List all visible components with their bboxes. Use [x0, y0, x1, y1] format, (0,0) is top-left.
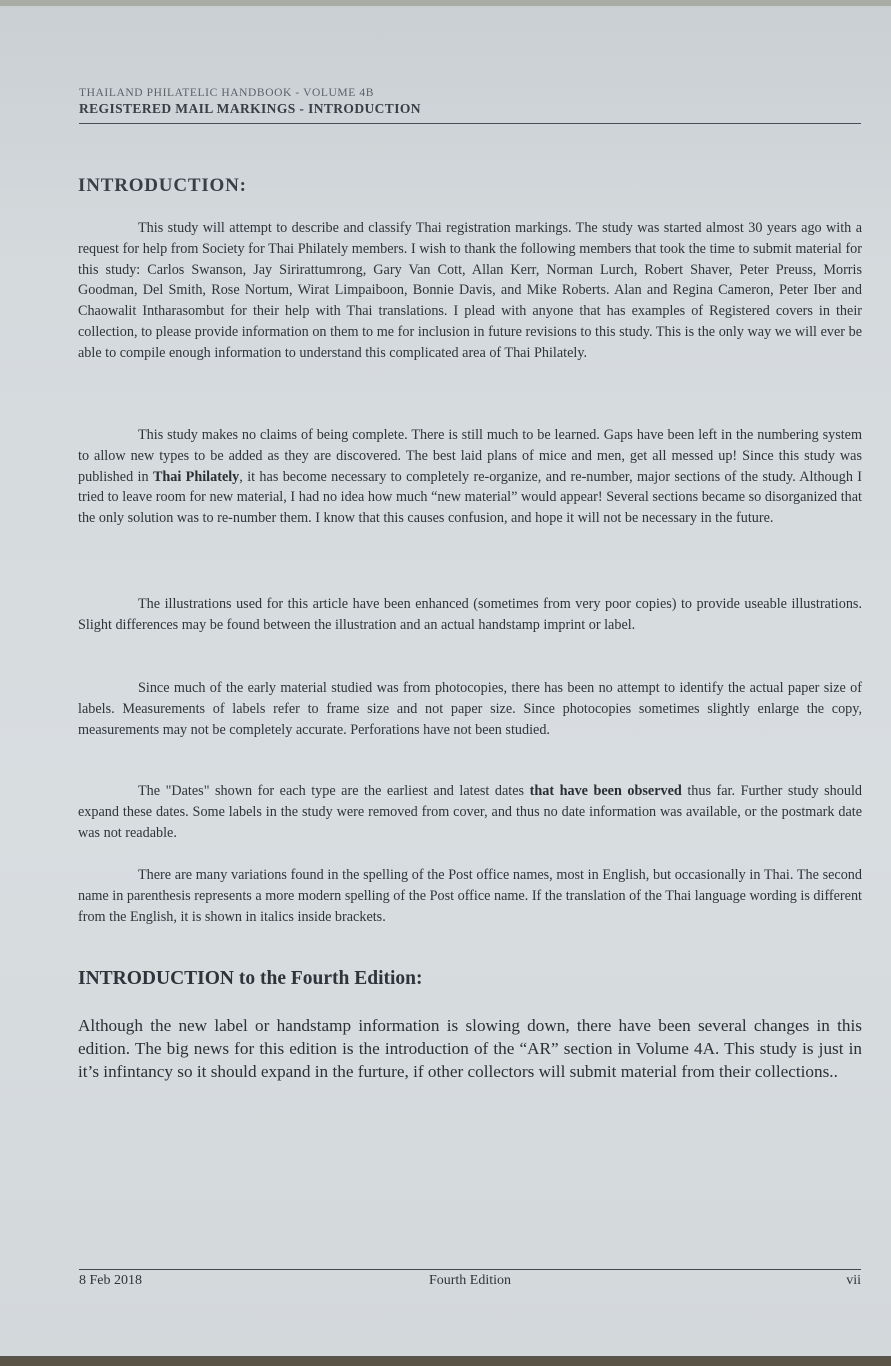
running-header	[79, 86, 861, 117]
header-section-title: REGISTERED MAIL MARKINGS - INTRODUCTION	[79, 101, 421, 116]
fourth-edition-heading: INTRODUCTION to the Fourth Edition:	[78, 968, 423, 989]
footer-page-number: vii	[846, 1273, 861, 1288]
intro-paragraph-1: This study will attempt to describe and classify Thai registration markings. The study was started almost 30 years ago with a request for help from Society for Thai Philately members. I wish to thank the following members that took the time to submit material for this study: Carlos Swanson, Jay Sirirattumrong, Gary Van Cott, Allan Kerr, Norman Lurch, Robert Shaver, Peter Preuss, Morris Goodman, Del Smith, Rose Nortum, Wirat Limpaiboon, Bonnie Davis, and Mike Roberts. Alan and Regina Cameron, Peter Iber and Chaowalit Intharasombut for their help with Thai translations. I plead with anyone that has examples of Registered covers in their collection, to please provide information on them to me for inclusion in future revisions to this study. This is the only way we will ever be able to compile enough information to understand this complicated area of Thai Philately.	[78, 220, 862, 361]
intro-paragraph-5-text-b: thus far. Further study should expand these dates. Some labels in the study were removed from cover, and thus no date information was available, or the postmark date was not readable.	[78, 783, 862, 841]
header-divider	[79, 123, 861, 124]
intro-paragraph-2-text-a: This study makes no claims of being complete. There is still much to be learned. Gaps have been left in the numbering system to allow new types to be added as they are discovered. The best laid plans of mice and men, get all messed up! Since this study was published in	[78, 427, 862, 485]
intro-paragraph-2-text-b: , it has become necessary to completely re-organize, and re-number, major sections of the study. Although I tried to leave room for new material, I had no idea how much “new material” would appear! Several sections became so disorganized that the only solution was to re-number them. I know that this causes confusion, and hope it will not be necessary in the future.	[78, 468, 862, 527]
thai-philately-bold: Thai Philately	[152, 468, 240, 485]
observed-bold: that have been observed	[529, 783, 682, 799]
footer-date: 8 Feb 2018	[79, 1273, 142, 1288]
intro-paragraph-3: The illustrations used for this article have been enhanced (sometimes from very poor copies) to provide useable illustrations. Slight differences may be found between the illustration and an actual handstamp imprint or label.	[78, 596, 862, 633]
page-bottom-edge	[0, 1356, 891, 1366]
intro-paragraph-4: Since much of the early material studied was from photocopies, there has been no attempt to identify the actual paper size of labels. Measurements of labels refer to frame size and not paper size. Since photocopies sometimes slightly enlarge the copy, measurements may not be completely accurate. Perforations have not been studied.	[78, 680, 862, 738]
intro-paragraph-5-text-a: The "Dates" shown for each type are the earliest and latest dates	[138, 783, 530, 799]
intro-paragraph-2	[78, 425, 862, 529]
page-footer	[79, 1273, 861, 1293]
introduction-heading: INTRODUCTION:	[78, 175, 247, 196]
footer-edition: Fourth Edition	[428, 1273, 512, 1288]
intro-paragraph-5	[78, 781, 862, 843]
fourth-edition-paragraph: Although the new label or handstamp information is slowing down, there have been several changes in this edition. The big news for this edition is the introduction of the “AR” section in Volume 4A. This study is just in it’s infintancy so it should expand in the furture, if other collectors will submit material from their collections..	[78, 1016, 862, 1081]
intro-paragraph-6: There are many variations found in the spelling of the Post office names, most in English, but occasionally in Thai. The second name in parenthesis represents a more modern spelling of the Post office name. If the translation of the Thai language wording is different from the English, it is shown in italics inside brackets.	[78, 867, 862, 925]
header-volume-title: THAILAND PHILATELIC HANDBOOK - VOLUME 4B	[79, 87, 374, 99]
footer-divider	[79, 1269, 861, 1270]
page-top-edge	[0, 0, 891, 6]
